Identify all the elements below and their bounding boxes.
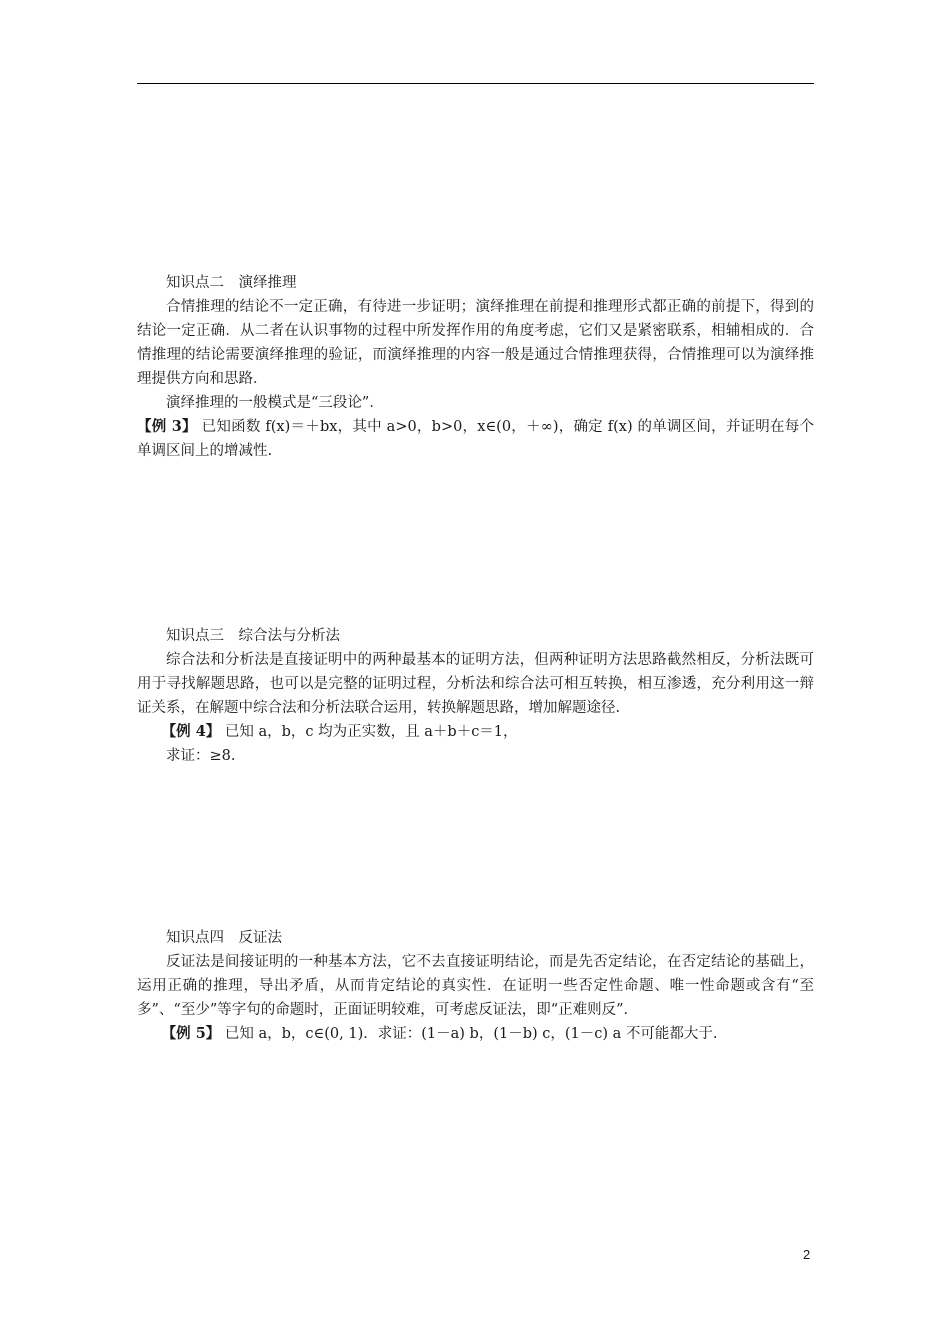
- example-label: 【例 3】: [137, 418, 197, 435]
- example-text: 已知 a，b，c∈(0, 1)．求证：(1－a) b，(1－b) c，(1－c) a 不可能都大于.: [224, 1026, 718, 1042]
- paragraph: 反证法是间接证明的一种基本方法，它不去直接证明结论，而是先否定结论，在否定结论的基础上，运用正确的推理，导出矛盾，从而肯定结论的真实性．在证明一些否定性命题、唯一性命题或含有“至多”、“至少”等字句的命题时，正面证明较难，可考虑反证法，即“正难则反”．: [137, 954, 814, 1018]
- section-heading: 知识点四 反证法: [166, 930, 282, 946]
- header-rule: [137, 83, 814, 84]
- paragraph: 演绎推理的一般模式是“三段论”．: [166, 395, 384, 411]
- paragraph: 综合法和分析法是直接证明中的两种最基本的证明方法，但两种证明方法思路截然相反，分析法既可用于寻找解题思路，也可以是完整的证明过程，分析法和综合法可相互转换，相互渗透，充分利用这一辩证关系，在解题中综合法和分析法联合运用，转换解题思路，增加解题途径.: [137, 652, 814, 716]
- section-synthesis-analysis: [137, 624, 814, 768]
- example-text: 已知 a，b，c 均为正实数，且 a＋b＋c＝1，: [224, 724, 518, 740]
- section-heading: 知识点二 演绎推理: [166, 275, 297, 291]
- example-label: 【例 5】: [161, 1025, 221, 1042]
- section-proof-by-contradiction: [137, 926, 814, 1046]
- example-5: [137, 1022, 814, 1046]
- example-3: [137, 415, 814, 463]
- section-deductive-reasoning: [137, 271, 814, 463]
- example-text: 已知函数 f(x)＝＋bx，其中 a>0，b>0，x∈(0，＋∞)，确定 f(x) 的单调区间，并证明在每个单调区间上的增减性.: [137, 419, 814, 459]
- example-label: 【例 4】: [161, 723, 221, 740]
- page-number: 2: [803, 1247, 811, 1262]
- example-prove: 求证：≥8.: [166, 748, 236, 764]
- section-heading: 知识点三 综合法与分析法: [166, 628, 340, 644]
- example-4: [137, 720, 814, 744]
- paragraph: 合情推理的结论不一定正确，有待进一步证明；演绎推理在前提和推理形式都正确的前提下，得到的结论一定正确．从二者在认识事物的过程中所发挥作用的角度考虑，它们又是紧密联系，相辅相成的．合情推理的结论需要演绎推理的验证，而演绎推理的内容一般是通过合情推理获得，合情推理可以为演绎推理提供方向和思路．: [137, 299, 814, 387]
